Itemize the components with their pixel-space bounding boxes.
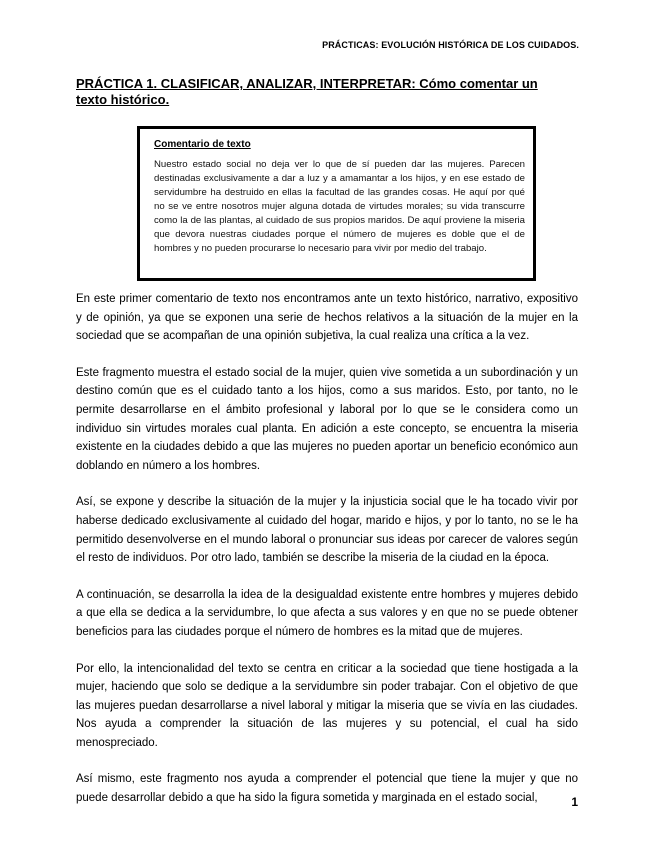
- paragraph: Por ello, la intencionalidad del texto se centra en criticar a la sociedad que tiene hostigada a la mujer, haciendo que solo se dedique a la servidumbre sin poder trabajar. Con el objetivo de que las mujeres puedan desarrollarse a nivel laboral y mitigar la miseria que se vivía en las ciudades. Nos ayuda a comprender la situación de las mujeres y su potencial, el cual ha sido menospreciado.: [76, 662, 578, 749]
- running-header: PRÁCTICAS: EVOLUCIÓN HISTÓRICA DE LOS CUIDADOS.: [322, 40, 579, 50]
- paragraph: Este fragmento muestra el estado social de la mujer, quien vive sometida a un subordinación y un destino común que es el cuidado tanto a los hijos, como a sus maridos. Esto, por tanto, no le permite desarrollarse en el ámbito profesional y laboral por lo que se le considera como un individuo sin virtudes morales cual planta. En adición a este concepto, se encuentra la miseria existente en la ciudades debido a que las mujeres no pueden aportar un beneficio económico aun doblando en número a los hombres.: [76, 366, 578, 472]
- page-title: PRÁCTICA 1. CLASIFICAR, ANALIZAR, INTERPRETAR: Cómo comentar un texto histórico.: [76, 76, 538, 107]
- paragraph: A continuación, se desarrolla la idea de la desigualdad existente entre hombres y mujeres debido a que ella se dedica a la servidumbre, lo que afecta a sus valores y en que no se puede obtener beneficios para las ciudades porque el número de hombres es la mitad que de mujeres.: [76, 588, 578, 638]
- quote-heading: Comentario de texto: [154, 139, 251, 150]
- quote-box: [137, 126, 536, 281]
- quote-text: Nuestro estado social no deja ver lo que de sí pueden dar las mujeres. Parecen destinadas exclusivamente a dar a luz y a amamantar a los hijos, y en ese estado de servidumbre ha destruido en ellas la facultad de las grandes cosas. He aquí por qué no se ve entre nosotros mujer alguna dotada de virtudes morales; su vida transcurre como la de las plantas, al cuidado de sus propios maridos. De aquí proviene la miseria que devora nuestras ciudades porque el número de mujeres es doble que el de hombres y no pueden procurarse lo necesario para vivir por medio del trabajo.: [154, 159, 525, 254]
- paragraph: Así, se expone y describe la situación de la mujer y la injusticia social que le ha tocado vivir por haberse dedicado exclusivamente al cuidado del hogar, marido e hijos, y por lo tanto, no se le ha permitido desenvolverse en el mundo laboral o pronunciar sus ideas por carecer de valores según el resto de individuos. Por otro lado, también se describe la miseria de la ciudad en la época.: [76, 496, 578, 565]
- paragraph: Así mismo, este fragmento nos ayuda a comprender el potencial que tiene la mujer y que no puede desarrollar debido a que ha sido la figura sometida y marginada en el estado social,: [76, 773, 578, 805]
- paragraph: En este primer comentario de texto nos encontramos ante un texto histórico, narrativo, expositivo y de opinión, ya que se exponen una serie de hechos relativos a la situación de la mujer en la sociedad que se acompañan de una opinión subjetiva, la cual realiza una crítica a la vez.: [76, 293, 578, 343]
- page-number: 1: [571, 795, 578, 809]
- body-text: [76, 290, 578, 826]
